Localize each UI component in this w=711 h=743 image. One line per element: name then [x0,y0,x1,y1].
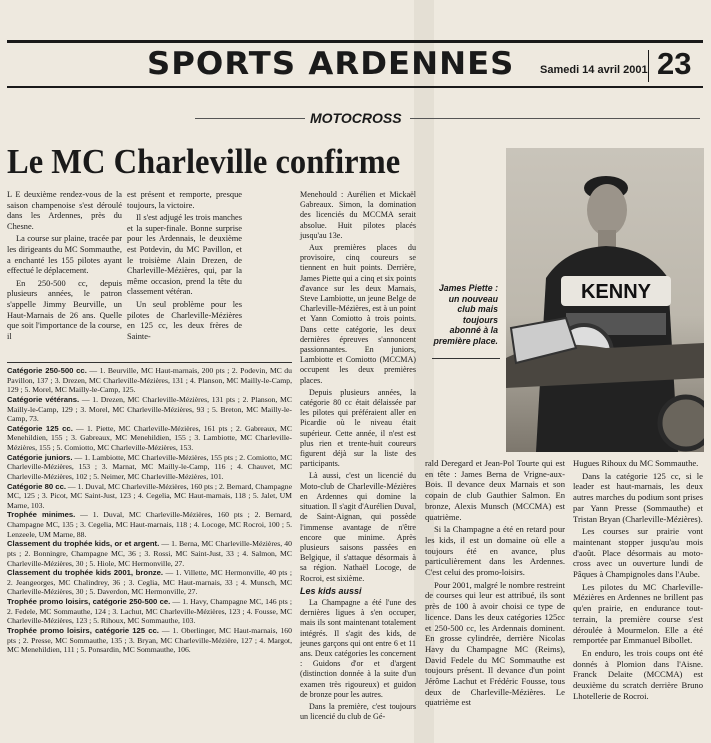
rider-photo [506,148,704,452]
result-category: Classement du trophée kids, or et argent. [7,539,160,549]
result-category: Trophée minimes. [7,510,76,520]
jersey-text: KENNY [580,281,652,303]
photo-caption [432,283,498,346]
article-column-1 [7,190,122,344]
result-text: — 1. Berna, MC Charleville-Mézières, 40 pts ; 2. Bonningre, Champagne MC, 36 ; 3. Rossi, MC Saint-Just, 33 ; 4. Salmon, MC Charleville-Mézières, 30 ; 5. Hiole, MC Hermonville, 27. [7,539,292,568]
caption-text: James Piette : un nouveau club mais toujours abonné à la première place. [433,283,498,346]
result-entry [7,568,292,597]
result-entry [7,510,292,539]
article-paragraph: Depuis plusieurs années, la catégorie 80 cc était délaissée par les pilotes qui préféraient aller en Picardie où le niveau était supérieur. Cette année, il n'est est plus rien et trente-huit coureurs figurent déjà sur la liste des participants. [300,387,416,469]
issue-date: Samedi 14 avril 2001 [540,64,648,76]
result-category: Catégorie 250-500 cc. [7,366,87,375]
result-text: — 1. Duval, MC Charleville-Mézières, 160 pts ; 2. Bernard, Champagne MC, 125 ; 3. Picot, MC Saint-Just, 123 ; 4. Cegelia, MC Haut-marnais, 118 ; 5. Jalet, UM Marne, 103. [7,481,292,510]
article-paragraph: rald Deregard et Jean-Pol Tourte qui est en tête : James Berna de Vrigne-aux-Bois. Il devance deux Marnais et son copain de club Gauthier Salmon. En bronze, Alexis Munsch (MCCMA) est quatrième. [425,458,565,522]
result-text: — 1. Havy, Champagne MC, 146 pts ; 2. Fedele, MC Sommauthe, 124 ; 3. Lachut, MC Charleville-Mézières, 123 ; 4. Fousse, MC Charleville-Mézières, 123 ; 5. Rihoux, MC Sommauthe, 103. [7,597,292,626]
result-entry [7,395,292,424]
result-text: — 1. Beurville, MC Haut-marnais, 200 pts ; 2. Podevin, MC du Pavillon, 137 ; 3. Drezen, MC Charleville-Mézières, 131 ; 4. Planson, MC Mailly-le-Camp, 129 ; 5. Morel, MC Mailly-le-Camp, 125. [7,366,292,395]
result-text: — 1. Duval, MC Charleville-Mézières, 160 pts ; 2. Bernard, Champagne MC, 135 ; 3. Cegelia, MC Haut-marnais, 118 ; 4. Locoge, MC Rocroi, 100 ; 5. Lenzeele, UM Marne, 88. [7,510,292,539]
article-paragraph: est présent et remporte, presque toujours, la victoire. [127,190,242,210]
article-paragraph: Aux premières places du provisoire, cinq coureurs se tiennent en huit points. Derrière, James Piette qui a cinq et six points d'avance sur les deux Marnais, Steve Lambiotte, un jeune Belge de Charleville-Mézières, est à un point et Yann Comiotto à trois points. Dans cette catégorie, les deux dernières épreuves s'annoncent passionnantes. En juniors, Lambiotte et Comiotto (MCCMA) occupent les deux premières places. [300,243,416,385]
rubric-rule-right [410,118,700,119]
result-entry [7,626,292,655]
result-entry [7,366,292,395]
results-rule [7,362,292,363]
headline: Le MC Charleville confirme [7,142,401,181]
result-text: — 1. Oberlinger, MC Haut-marnais, 160 pts ; 2. Presse, MC Sommauthe, 135 ; 3. Bryan, MC Charleville-Mézière, 127 ; 4. Margot, MC Menehildien, 111 ; 5. Ponsardin, MC Sommauthe, 106. [7,625,292,655]
article-column-3 [300,190,416,724]
result-text: — 1. Lambiotte, MC Charleville-Mézières, 155 pts ; 2. Comiotto, MC Charleville-Mézières, 153 ; 3. Marnat, MC Mailly-le-Camp, 116 ; 4. Chauvet, MC Charleville-Mézières, 102 ; 5. Neimer, MC Charleville-Mézières, 101. [7,452,293,481]
rubric-label: MOTOCROSS [310,110,402,126]
article-paragraph: Dans la première, c'est toujours un licencié du club de Gé- [300,701,416,722]
article-paragraph: Si la Champagne a été en retard pour les kids, il est un domaine où elle a toujours été en avance, plus particulièrement dans les Ardennes. C'est celui des promo-loisirs. [425,524,565,578]
article-paragraph: Pour 2001, malgré le nombre restreint de courses qui leur est attribué, ils sont près de 100 à avoir choisi ce type de licence. Dans les deux catégories 125cc et 250-500 cc, les Ardennais dominent. En grosse cylindrée, derrière Nicolas Havy du Champagne MC (Reims), David Fedele du MC Sommauthe est toujours présent. Il devance d'un point Jérôme Lachut et Frédéric Fousse, tous deux de Charleville-Mézières. Le quatrième est [425,579,565,708]
result-text: — 1. Piette, MC Charleville-Mézières, 161 pts ; 2. Gabreaux, MC Menehildien, 155 ; 3. Gabreaux, MC Menehildien, 155 ; 3. Lambiotte, MC Charleville-Mézières, 155 ; 5. Comiotto, MC Charleville-Mézières, 153. [7,423,292,452]
article-paragraph: Hugues Rihoux du MC Sommauthe. [573,458,699,468]
article-paragraph: Menehould : Aurélien et Mickaël Gabreaux. Simon, la domination des licenciés du MCCMA serait absolue. Huit pilotes placés jusqu'au 13e. [300,190,416,240]
article-paragraph: L E deuxième rendez-vous de la saison champenoise s'est déroulé dans les Ardennes, près du Chesne. [7,190,122,231]
article-column-4 [425,458,565,710]
subheading: Les kids aussi [300,585,362,596]
result-category: Catégorie 80 cc. [7,481,66,491]
article-paragraph: En enduro, les trois coups ont été donnés à Plomion dans l'Aisne. Franck Delaite (MCCMA) est deuxième du scratch derrière Bruno Lhotellerie de Rocroi. [573,647,703,701]
result-entry [7,482,292,511]
section-title: SPORTS ARDENNES [147,46,515,82]
article-paragraph: Dans la catégorie 125 cc, si le leader est haut-marnais, les deux autres marches du podium sont prises par Yann Presse (Sommauthe) et Tristan Bryan (Charleville-Mézières). [573,470,703,524]
article-paragraph: La Champagne a été l'une des dernières ligues à s'en occuper, mais ils sont maintenant totalement intégrés. Il s'agit des kids, de jeunes garçons qui ont entre 6 et 11 ans. Deux catégories les concernent : Guidons d'or et d'argent (distinction donnée à la suite d'un examen très rigoureux) et guidon de bronze pour les autres. [300,597,416,699]
result-text: — 1. Drezen, MC Charleville-Mézières, 131 pts ; 2. Planson, MC Mailly-le-Camp, 129 ; 3. Morel, MC Charleville-Mézières, 93 ; 5. Breton, MC Mailly-le-Camp, 73. [7,394,292,424]
result-entry [7,424,292,453]
page-number: 23 [657,46,692,81]
result-category: Classement du trophée kids 2001, bronze. [7,568,164,578]
article-paragraph: Les courses sur prairie vont maintenant stopper jusqu'au mois d'août. Place désormais au moto-cross avec un ouverture lundi de Pâques à Champignoles dans l'Aube. [573,526,703,580]
article-column-5 [573,458,703,703]
article-paragraph: La course sur plaine, tracée par les dirigeants du MC Sommauthe, a enchanté les 155 pilotes ayant effectué le déplacement. [7,234,122,276]
caption-rule [432,358,500,359]
header-vrule [648,50,649,82]
result-category: Trophée promo loisirs, catégorie 250-500 ce. [7,597,171,606]
article-column-2 [127,190,242,344]
results-list [7,366,292,655]
result-entry [7,597,292,626]
result-entry [7,539,292,568]
header-rule-top [7,40,703,43]
header-rule-bottom [7,86,703,88]
result-entry [7,453,292,482]
result-category: Trophée promo loisirs, catégorie 125 cc. [7,625,159,635]
rider-illustration [506,148,704,452]
result-category: Catégorie juniors. [7,452,73,462]
article-paragraph: Là aussi, c'est un licencié du Moto-club de Charleville-Mézières en Ardennes qui domine la situation. Il s'agit d'Aurélien Duval, de Saint-Aignan, qui possède l'immense avantage de n'être encore que minime. Après plusieurs saisons passées en Belgique, il s'attaque désormais à sa région. Nathaël Locoge, de Rocroi, est sixième. [300,471,416,583]
article-paragraph: Les pilotes du MC Charleville-Mézières en Ardennes ne brillent pas qu'en prairie, en endurance tout-terrain, la première course s'est déroulée à Mourmelon. Elle a été remportée par Emmanuel Bibollet. [573,581,703,646]
article-paragraph: Un seul problème pour les pilotes de Charleville-Mézières en 125 cc, les deux frères de Sainte- [127,299,242,341]
article-paragraph: En 250-500 cc, depuis plusieurs années, le patron s'appelle Jimmy Beurville, un Haut-Marnais de 26 ans. Quelle que soit l'importance de la course, il [7,278,122,341]
result-category: Catégorie vétérans. [7,394,80,404]
result-text: — 1. Villette, MC Hermonville, 40 pts ; 2. Jeangeorges, MC Chalindrey, 36 ; 3. Ceglia, MC Haut-marnais, 33 ; 4. Munsch, MC Charleville-Mézières, 30 ; 5. Daverdon, MC Hermonville, 27. [7,568,292,597]
rubric-rule-left [195,118,305,119]
result-category: Catégorie 125 cc. [7,423,73,433]
article-paragraph: Il s'est adjugé les trois manches et la super-finale. Bonne surprise pour les Ardennais, le deuxième est Potdevin, du MC Pavillon, et le troisième Alain Drezen, de Charleville-Mézières, qui, par la même occasion, prend la tête du classement vétéran. [127,213,242,297]
